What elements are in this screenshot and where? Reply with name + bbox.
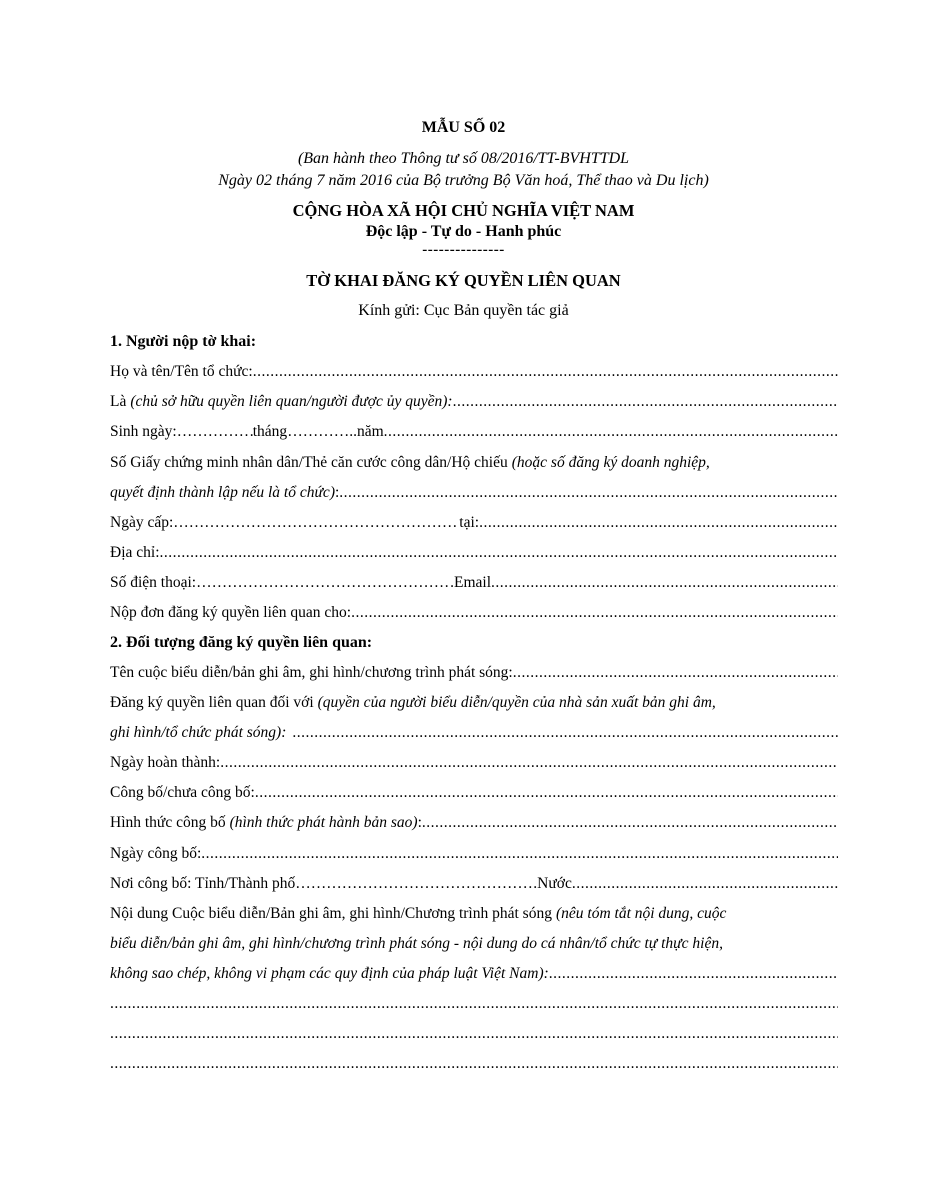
publication-form-field[interactable] [422, 814, 838, 832]
publication-place-row [110, 875, 838, 899]
applicant-role-hint: (chủ sở hữu quyền liên quan/người được ủy quyền): [130, 393, 453, 410]
section2-heading [110, 634, 838, 658]
recipient-line: Kính gửi: Cục Bản quyền tác giả [358, 302, 569, 319]
work-name-row [110, 664, 838, 688]
birth-month-field[interactable] [287, 423, 349, 441]
completion-date-label: Ngày hoàn thành: [110, 754, 221, 771]
publication-country-label: .Nước [533, 875, 572, 892]
birth-date-label: Sinh ngày: [110, 423, 177, 440]
content-continuation-field-3[interactable] [110, 1055, 838, 1073]
content-continuation-field-1[interactable] [110, 995, 838, 1013]
content-label: Nội dung Cuộc biểu diễn/Bản ghi âm, ghi hình/Chương trình phát sóng [110, 905, 552, 922]
address-field[interactable] [160, 544, 839, 562]
content-hint-line1: (nêu tóm tắt nội dung, cuộc [555, 905, 727, 922]
publication-status-field[interactable] [255, 784, 838, 802]
address-label: Địa chỉ: [110, 544, 160, 561]
form-number: MẪU SỐ 02 [421, 119, 506, 136]
id-number-hint-line2: quyết định thành lập nếu là tổ chức) [110, 484, 335, 501]
rights-field[interactable] [292, 724, 838, 742]
applicant-name-field[interactable] [253, 363, 838, 381]
issue-place-label: tại: [459, 514, 480, 531]
publication-date-label: Ngày công bố: [110, 845, 202, 862]
birth-year-field[interactable] [384, 423, 838, 441]
birth-day-field[interactable] [177, 423, 253, 441]
issue-row [110, 514, 838, 538]
completion-date-field[interactable] [220, 754, 838, 772]
birth-month-label: tháng [252, 423, 288, 440]
issuance-note-line1: (Ban hành theo Thông tư số 08/2016/TT-BVHTTDL [297, 150, 630, 167]
work-name-label: Tên cuộc biểu diễn/bản ghi âm, ghi hình/chương trình phát sóng: [110, 664, 513, 681]
content-row-3 [110, 965, 838, 989]
id-number-colon: : [334, 484, 340, 501]
publication-status-label: Công bố/chưa công bố: [110, 784, 255, 801]
publication-country-field[interactable] [572, 875, 838, 893]
applicant-role-label: Là [110, 393, 127, 410]
submit-for-field[interactable] [351, 604, 838, 622]
submit-for-label: Nộp đơn đăng ký quyền liên quan cho: [110, 604, 352, 621]
content-continuation-field-2[interactable] [110, 1025, 838, 1043]
content-row [110, 905, 838, 929]
publication-date-field[interactable] [201, 845, 838, 863]
issue-date-field[interactable] [173, 514, 459, 532]
content-continuation-row [110, 1025, 838, 1049]
birth-year-label: ..năm [349, 423, 384, 440]
birth-date-row [110, 423, 838, 447]
applicant-role-field[interactable] [453, 393, 838, 411]
applicant-role-row [110, 393, 838, 417]
rights-label: Đăng ký quyền liên quan đối với [110, 694, 314, 711]
rights-hint-line2: ghi hình/tổ chức phát sóng): [110, 724, 287, 741]
publication-form-hint: (hình thức phát hành bản sao) [229, 814, 418, 831]
section2-heading-text: 2. Đối tượng đăng ký quyền liên quan: [110, 634, 373, 651]
id-number-field[interactable] [339, 484, 838, 502]
completion-date-row [110, 754, 838, 778]
contact-row [110, 574, 838, 598]
country-name: CỘNG HÒA XÃ HỘI CHỦ NGHĨA VIỆT NAM [292, 201, 635, 220]
content-row-2 [110, 935, 838, 959]
phone-label: Số điện thoại: [110, 574, 197, 591]
phone-field[interactable] [196, 574, 450, 592]
content-continuation-row [110, 1055, 838, 1079]
id-number-label: Số Giấy chứng minh nhân dân/Thẻ căn cước công dân/Hộ chiếu [110, 454, 508, 471]
rights-hint-line1: (quyền của người biểu diễn/quyền của nhà sản xuất bản ghi âm, [317, 694, 716, 711]
address-row [110, 544, 838, 568]
id-number-row [110, 454, 838, 478]
content-hint-line3: không sao chép, không vi phạm các quy định của pháp luật Việt Nam): [110, 965, 549, 982]
content-field[interactable] [549, 965, 838, 983]
document-title: TỜ KHAI ĐĂNG KÝ QUYỀN LIÊN QUAN [306, 271, 621, 290]
national-motto: Độc lập - Tự do - Hanh phúc [365, 223, 562, 240]
rights-row [110, 694, 838, 718]
work-name-field[interactable] [513, 664, 838, 682]
submit-for-row [110, 604, 838, 628]
content-continuation-row [110, 995, 838, 1019]
rights-row-2 [110, 724, 838, 748]
publication-form-row [110, 814, 838, 838]
content-hint-line2: biểu diễn/bản ghi âm, ghi hình/chương trình phát sóng - nội dung do cá nhân/tổ chức tự thực hiện, [110, 935, 723, 952]
email-field[interactable] [491, 574, 838, 592]
email-label: .Email [450, 574, 492, 591]
publication-status-row [110, 784, 838, 808]
publication-date-row [110, 845, 838, 869]
publication-place-label: Nơi công bố: Tỉnh/Thành phố [110, 875, 296, 892]
id-number-hint-line1: (hoặc số đăng ký doanh nghiệp, [511, 454, 710, 471]
publication-form-colon: : [417, 814, 422, 831]
section1-heading [110, 333, 838, 357]
issue-date-label: Ngày cấp: [110, 514, 174, 531]
id-number-row-2 [110, 484, 838, 508]
issue-place-field[interactable] [479, 514, 838, 532]
applicant-name-row [110, 363, 838, 387]
header-separator: --------------- [422, 242, 505, 258]
publication-province-field[interactable] [295, 875, 533, 893]
section1-heading-text: 1. Người nộp tờ khai: [110, 333, 257, 350]
issuance-note-line2: Ngày 02 tháng 7 năm 2016 của Bộ trưởng Bộ Văn hoá, Thể thao và Du lịch) [218, 172, 709, 189]
publication-form-label: Hình thức công bố [110, 814, 226, 831]
applicant-name-label: Họ và tên/Tên tổ chức: [110, 363, 253, 380]
